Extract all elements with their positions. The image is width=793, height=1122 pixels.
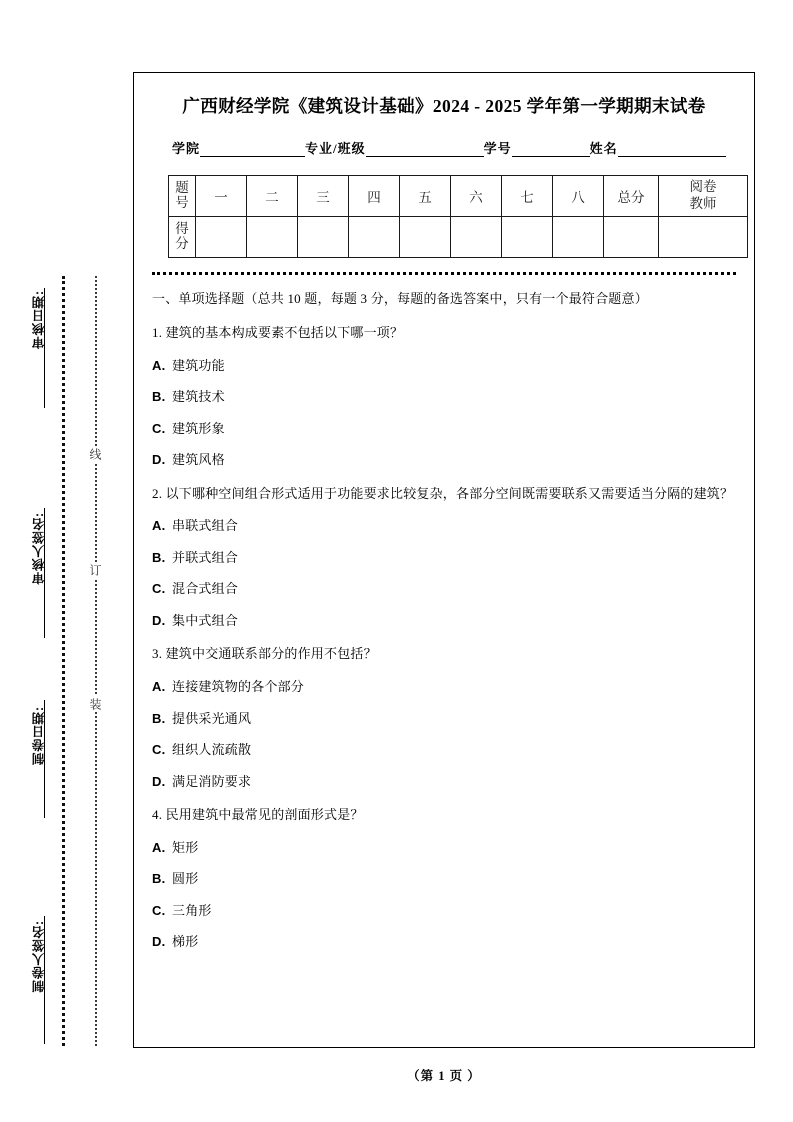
- question-2-stem: [152, 484, 736, 505]
- question-2-option-b-text: 并联式组合: [172, 549, 239, 565]
- question-2: [150, 484, 738, 631]
- question-2-option-a-text: 串联式组合: [172, 518, 239, 534]
- question-1-option-c-text: 建筑形象: [172, 420, 225, 436]
- score-cell-total[interactable]: [604, 216, 659, 257]
- question-1-option-d-letter: D.: [152, 452, 166, 468]
- question-4-option-b[interactable]: [152, 869, 736, 889]
- table-row-question-numbers: [169, 175, 748, 216]
- student-id-field[interactable]: [484, 138, 590, 157]
- score-cell-teacher[interactable]: [659, 216, 748, 257]
- question-2-option-a[interactable]: [152, 516, 736, 536]
- col-header-teacher: [659, 175, 748, 216]
- teacher-label-line2: 教师: [689, 195, 717, 211]
- question-4-option-d-text: 梯形: [172, 934, 199, 950]
- question-1-option-d[interactable]: [152, 450, 736, 470]
- question-2-option-b-letter: B.: [152, 549, 166, 565]
- question-3-number: 3.: [152, 646, 163, 662]
- question-3-option-d-letter: D.: [152, 773, 166, 789]
- question-4-option-c-text: 三角形: [172, 902, 212, 918]
- question-2-option-c[interactable]: [152, 579, 736, 599]
- col-header-1: 一: [196, 175, 247, 216]
- fold-mark-zhuang: 装: [88, 698, 102, 710]
- question-1-option-a-letter: A.: [152, 357, 166, 373]
- score-cell-1[interactable]: [196, 216, 247, 257]
- fold-mark-ding: 订: [88, 564, 102, 576]
- question-3-option-a[interactable]: [152, 677, 736, 697]
- maker-signature-label: 制卷人签名:: [32, 920, 46, 993]
- student-id-input[interactable]: [512, 143, 590, 157]
- question-4-option-b-text: 圆形: [172, 871, 199, 887]
- maker-signature-rule: [44, 916, 45, 1044]
- table-row-scores: [169, 216, 748, 257]
- question-2-option-d-text: 集中式组合: [172, 612, 239, 628]
- col-header-total: 总分: [604, 175, 659, 216]
- question-4-option-a[interactable]: [152, 838, 736, 858]
- question-1-number: 1.: [152, 324, 163, 340]
- score-cell-3[interactable]: [298, 216, 349, 257]
- question-2-number: 2.: [152, 485, 163, 501]
- question-4-option-d-letter: D.: [152, 934, 166, 950]
- question-2-option-c-text: 混合式组合: [172, 581, 239, 597]
- score-cell-5[interactable]: [400, 216, 451, 257]
- row-header-question-char2: 号: [175, 194, 189, 210]
- section-heading-1: 一、单项选择题（总共 10 题，每题 3 分，每题的备选答案中，只有一个最符合题意）: [152, 290, 648, 306]
- score-cell-8[interactable]: [553, 216, 604, 257]
- question-2-option-a-letter: A.: [152, 518, 166, 534]
- question-3-option-b-letter: B.: [152, 710, 166, 726]
- name-input[interactable]: [618, 143, 726, 157]
- question-4-option-b-letter: B.: [152, 871, 166, 887]
- question-4-option-c-letter: C.: [152, 902, 166, 918]
- question-4-option-c[interactable]: [152, 901, 736, 921]
- question-3-option-c-letter: C.: [152, 742, 166, 758]
- question-1: [150, 323, 738, 470]
- review-date-rule: [44, 288, 45, 408]
- question-3-option-b-text: 提供采光通风: [172, 710, 252, 726]
- question-1-option-d-text: 建筑风格: [172, 452, 225, 468]
- row-header-score-char1: 得: [175, 221, 189, 237]
- col-header-4: 四: [349, 175, 400, 216]
- question-3-option-c-text: 组织人流疏散: [172, 742, 252, 758]
- question-3-option-c[interactable]: [152, 740, 736, 760]
- maker-date-label: 制卷日期:: [32, 706, 46, 766]
- question-2-option-b[interactable]: [152, 548, 736, 568]
- question-1-option-b[interactable]: [152, 387, 736, 407]
- question-1-option-c-letter: C.: [152, 420, 166, 436]
- question-3-option-a-text: 连接建筑物的各个部分: [172, 679, 305, 695]
- row-header-question-char1: 题: [175, 180, 189, 196]
- row-header-score-char2: 分: [175, 235, 189, 251]
- fold-mark-xian: 线: [88, 448, 102, 460]
- question-1-option-a-text: 建筑功能: [172, 357, 225, 373]
- question-3-option-d-text: 满足消防要求: [172, 773, 252, 789]
- question-3-text: 建筑中交通联系部分的作用不包括？: [165, 646, 377, 662]
- question-3-stem: [152, 644, 736, 665]
- student-info-line: [172, 138, 726, 157]
- question-4-option-a-text: 矩形: [172, 839, 199, 855]
- page-title: 广西财经学院《建筑设计基础》2024 - 2025 学年第一学期期末试卷: [182, 96, 706, 116]
- question-4-option-a-letter: A.: [152, 839, 166, 855]
- question-3-option-d[interactable]: [152, 772, 736, 792]
- name-field[interactable]: [590, 138, 726, 157]
- score-cell-4[interactable]: [349, 216, 400, 257]
- major-class-field[interactable]: [305, 138, 484, 157]
- dotted-separator: [152, 272, 736, 275]
- score-table: [168, 175, 748, 258]
- question-4-stem: [152, 805, 736, 826]
- col-header-7: 七: [502, 175, 553, 216]
- row-header-question: [169, 175, 196, 216]
- college-input[interactable]: [200, 143, 305, 157]
- question-3-option-a-letter: A.: [152, 679, 166, 695]
- question-3-option-b[interactable]: [152, 709, 736, 729]
- college-label: 学院: [172, 140, 201, 156]
- reviewer-signature-rule: [44, 508, 45, 638]
- question-3: [150, 644, 738, 791]
- page-footer: （第 1 页 ）: [407, 1069, 481, 1083]
- row-header-score: [169, 216, 196, 257]
- col-header-6: 六: [451, 175, 502, 216]
- col-header-8: 八: [553, 175, 604, 216]
- score-cell-6[interactable]: [451, 216, 502, 257]
- question-2-text: 以下哪种空间组合形式适用于功能要求比较复杂，各部分空间既需要联系又需要适当分隔的建筑？: [165, 485, 734, 501]
- question-1-option-b-text: 建筑技术: [172, 389, 225, 405]
- question-2-option-d[interactable]: [152, 611, 736, 631]
- question-1-option-b-letter: B.: [152, 389, 166, 405]
- exam-paper-body: [133, 72, 755, 1048]
- question-1-option-c[interactable]: [152, 419, 736, 439]
- question-1-text: 建筑的基本构成要素不包括以下哪一项？: [165, 324, 404, 340]
- left-margin-column: [0, 0, 125, 1122]
- question-4: [150, 805, 738, 952]
- major-class-input[interactable]: [366, 143, 484, 157]
- question-1-stem: [152, 323, 736, 344]
- score-cell-7[interactable]: [502, 216, 553, 257]
- name-label: 姓名: [589, 140, 618, 156]
- review-date-label: 审核日期:: [32, 290, 46, 350]
- col-header-5: 五: [400, 175, 451, 216]
- question-2-option-d-letter: D.: [152, 612, 166, 628]
- col-header-2: 二: [247, 175, 298, 216]
- fold-dotted-line-outer: [62, 276, 65, 1046]
- fold-dotted-line-inner: [95, 276, 97, 1046]
- question-4-text: 民用建筑中最常见的剖面形式是？: [165, 807, 364, 823]
- reviewer-signature-label: 审核人签名:: [32, 512, 46, 585]
- teacher-label-line1: 阅卷: [689, 179, 717, 195]
- student-id-label: 学号: [483, 140, 512, 156]
- major-class-label: 专业/班级: [305, 140, 366, 156]
- question-4-number: 4.: [152, 807, 163, 823]
- col-header-3: 三: [298, 175, 349, 216]
- question-4-option-d[interactable]: [152, 932, 736, 952]
- score-table-wrapper: [168, 175, 728, 258]
- question-2-option-c-letter: C.: [152, 581, 166, 597]
- score-cell-2[interactable]: [247, 216, 298, 257]
- maker-date-rule: [44, 700, 45, 818]
- question-1-option-a[interactable]: [152, 356, 736, 376]
- college-field[interactable]: [172, 138, 305, 157]
